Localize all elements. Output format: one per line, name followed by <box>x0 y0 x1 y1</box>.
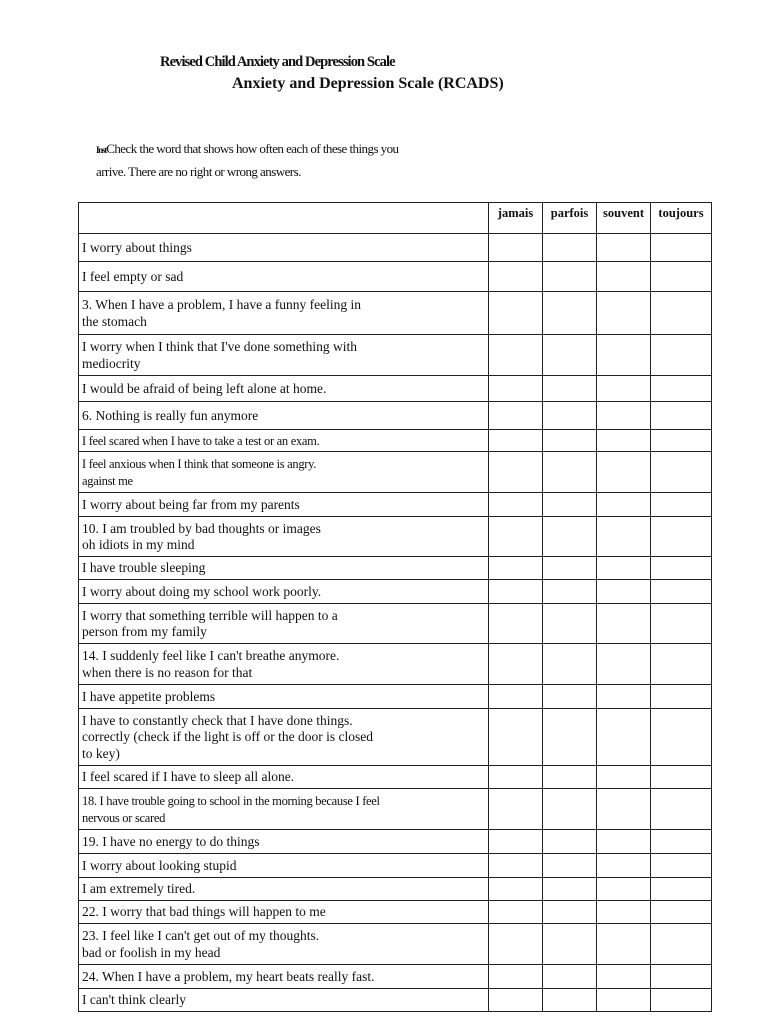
answer-box-toujours[interactable] <box>651 965 712 989</box>
answer-box-souvent[interactable] <box>597 709 651 766</box>
answer-box-toujours[interactable] <box>651 292 712 335</box>
answer-box-jamais[interactable] <box>489 517 543 557</box>
table-row <box>79 766 712 789</box>
table-row <box>79 685 712 709</box>
answer-box-toujours[interactable] <box>651 685 712 709</box>
table-row <box>79 452 712 493</box>
answer-box-souvent[interactable] <box>597 604 651 644</box>
table-row <box>79 376 712 402</box>
answer-box-souvent[interactable] <box>597 580 651 604</box>
answer-box-parfois[interactable] <box>543 766 597 789</box>
table-row <box>79 517 712 557</box>
answer-box-jamais[interactable] <box>489 493 543 517</box>
table-row <box>79 924 712 965</box>
question-text: I worry about being far from my parents <box>79 493 489 517</box>
table-row <box>79 709 712 766</box>
table-row <box>79 580 712 604</box>
answer-box-jamais[interactable] <box>489 452 543 493</box>
answer-box-jamais[interactable] <box>489 292 543 335</box>
answer-box-parfois[interactable] <box>543 830 597 854</box>
answer-box-toujours[interactable] <box>651 335 712 376</box>
answer-box-souvent[interactable] <box>597 924 651 965</box>
question-text: 18. I have trouble going to school in the morning because I feel nervous or scared <box>79 789 489 830</box>
question-text: I have trouble sleeping <box>79 557 489 580</box>
question-text: 3. When I have a problem, I have a funny feeling in the stomach <box>79 292 489 335</box>
question-text: 22. I worry that bad things will happen to me <box>79 901 489 924</box>
answer-box-toujours[interactable] <box>651 766 712 789</box>
answer-box-toujours[interactable] <box>651 604 712 644</box>
table-row <box>79 234 712 262</box>
table-row <box>79 292 712 335</box>
question-text: I feel scared if I have to sleep all alone. <box>79 766 489 789</box>
answer-box-parfois[interactable] <box>543 452 597 493</box>
answer-box-souvent[interactable] <box>597 557 651 580</box>
answer-box-toujours[interactable] <box>651 830 712 854</box>
answer-box-jamais[interactable] <box>489 965 543 989</box>
answer-box-parfois[interactable] <box>543 262 597 292</box>
instructions-text-1: Check the word that shows how often each of these things you <box>106 141 399 156</box>
question-text: I worry about looking stupid <box>79 854 489 878</box>
answer-box-souvent[interactable] <box>597 452 651 493</box>
answer-box-toujours[interactable] <box>651 989 712 1012</box>
question-text: I worry about things <box>79 234 489 262</box>
answer-box-parfois[interactable] <box>543 557 597 580</box>
instructions-label: Inst <box>96 145 107 155</box>
question-text: I worry about doing my school work poorly. <box>79 580 489 604</box>
table-body <box>79 234 712 1012</box>
answer-box-jamais[interactable] <box>489 234 543 262</box>
question-text: I feel scared when I have to take a test or an exam. <box>79 430 489 452</box>
answer-box-jamais[interactable] <box>489 580 543 604</box>
answer-box-parfois[interactable] <box>543 854 597 878</box>
answer-box-jamais[interactable] <box>489 989 543 1012</box>
answer-box-jamais[interactable] <box>489 766 543 789</box>
answer-box-parfois[interactable] <box>543 430 597 452</box>
answer-box-souvent[interactable] <box>597 517 651 557</box>
answer-box-toujours[interactable] <box>651 924 712 965</box>
answer-box-toujours[interactable] <box>651 644 712 685</box>
answer-box-souvent[interactable] <box>597 335 651 376</box>
answer-box-parfois[interactable] <box>543 789 597 830</box>
answer-box-toujours[interactable] <box>651 430 712 452</box>
answer-box-parfois[interactable] <box>543 709 597 766</box>
question-text: 19. I have no energy to do things <box>79 830 489 854</box>
answer-box-jamais[interactable] <box>489 644 543 685</box>
table-row <box>79 557 712 580</box>
question-text: I worry when I think that I've done something with mediocrity <box>79 335 489 376</box>
answer-box-jamais[interactable] <box>489 430 543 452</box>
table-header-row <box>79 203 712 234</box>
answer-box-parfois[interactable] <box>543 376 597 402</box>
table-row <box>79 854 712 878</box>
column-header-parfois: parfois <box>543 203 597 234</box>
table-row <box>79 989 712 1012</box>
answer-box-jamais[interactable] <box>489 924 543 965</box>
answer-box-parfois[interactable] <box>543 517 597 557</box>
answer-box-souvent[interactable] <box>597 766 651 789</box>
form-subtitle: Anxiety and Depression Scale (RCADS) <box>232 75 504 92</box>
header-statement <box>79 203 489 234</box>
answer-box-souvent[interactable] <box>597 644 651 685</box>
answer-box-parfois[interactable] <box>543 644 597 685</box>
answer-box-souvent[interactable] <box>597 234 651 262</box>
answer-box-toujours[interactable] <box>651 901 712 924</box>
rating-table <box>78 202 712 1012</box>
answer-box-parfois[interactable] <box>543 580 597 604</box>
question-text: 14. I suddenly feel like I can't breathe anymore. when there is no reason for that <box>79 644 489 685</box>
answer-box-souvent[interactable] <box>597 376 651 402</box>
instructions <box>96 138 399 182</box>
answer-box-jamais[interactable] <box>489 789 543 830</box>
answer-box-jamais[interactable] <box>489 376 543 402</box>
question-text: I have appetite problems <box>79 685 489 709</box>
answer-box-toujours[interactable] <box>651 878 712 901</box>
answer-box-souvent[interactable] <box>597 854 651 878</box>
question-text: I am extremely tired. <box>79 878 489 901</box>
answer-box-souvent[interactable] <box>597 430 651 452</box>
answer-box-parfois[interactable] <box>543 924 597 965</box>
table-row <box>79 604 712 644</box>
question-text: I have to constantly check that I have done things. correctly (check if the light is off or the door is closed to key) <box>79 709 489 766</box>
table-row <box>79 335 712 376</box>
answer-box-toujours[interactable] <box>651 234 712 262</box>
answer-box-jamais[interactable] <box>489 335 543 376</box>
answer-box-parfois[interactable] <box>543 234 597 262</box>
column-header-souvent: souvent <box>597 203 651 234</box>
answer-box-souvent[interactable] <box>597 402 651 430</box>
answer-box-toujours[interactable] <box>651 402 712 430</box>
answer-box-parfois[interactable] <box>543 901 597 924</box>
answer-box-jamais[interactable] <box>489 557 543 580</box>
answer-box-jamais[interactable] <box>489 854 543 878</box>
question-text: 6. Nothing is really fun anymore <box>79 402 489 430</box>
answer-box-toujours[interactable] <box>651 517 712 557</box>
answer-box-jamais[interactable] <box>489 262 543 292</box>
answer-box-toujours[interactable] <box>651 262 712 292</box>
answer-box-toujours[interactable] <box>651 376 712 402</box>
instructions-line-1 <box>96 138 399 161</box>
answer-box-souvent[interactable] <box>597 989 651 1012</box>
question-text: I feel anxious when I think that someone is angry. against me <box>79 452 489 493</box>
answer-box-jamais[interactable] <box>489 830 543 854</box>
table-row <box>79 965 712 989</box>
table-row <box>79 262 712 292</box>
answer-box-souvent[interactable] <box>597 965 651 989</box>
form-title: Revised Child Anxiety and Depression Scale <box>160 54 395 70</box>
answer-box-parfois[interactable] <box>543 292 597 335</box>
answer-box-souvent[interactable] <box>597 830 651 854</box>
answer-box-souvent[interactable] <box>597 878 651 901</box>
answer-box-parfois[interactable] <box>543 965 597 989</box>
answer-box-jamais[interactable] <box>489 402 543 430</box>
table-row <box>79 878 712 901</box>
question-text: 23. I feel like I can't get out of my thoughts. bad or foolish in my head <box>79 924 489 965</box>
answer-box-souvent[interactable] <box>597 292 651 335</box>
answer-box-parfois[interactable] <box>543 604 597 644</box>
answer-box-parfois[interactable] <box>543 989 597 1012</box>
question-text: 10. I am troubled by bad thoughts or images oh idiots in my mind <box>79 517 489 557</box>
question-text: I feel empty or sad <box>79 262 489 292</box>
table-row <box>79 430 712 452</box>
answer-box-toujours[interactable] <box>651 580 712 604</box>
answer-box-jamais[interactable] <box>489 709 543 766</box>
question-text: I would be afraid of being left alone at home. <box>79 376 489 402</box>
question-text: 24. When I have a problem, my heart beats really fast. <box>79 965 489 989</box>
question-text: I can't think clearly <box>79 989 489 1012</box>
answer-box-souvent[interactable] <box>597 901 651 924</box>
answer-box-souvent[interactable] <box>597 685 651 709</box>
table-row <box>79 644 712 685</box>
instructions-line-2: arrive. There are no right or wrong answers. <box>96 164 301 179</box>
question-text: I worry that something terrible will happen to a person from my family <box>79 604 489 644</box>
column-header-toujours: toujours <box>651 203 712 234</box>
answer-box-toujours[interactable] <box>651 493 712 517</box>
answer-box-jamais[interactable] <box>489 685 543 709</box>
answer-box-souvent[interactable] <box>597 493 651 517</box>
answer-box-toujours[interactable] <box>651 709 712 766</box>
answer-box-toujours[interactable] <box>651 854 712 878</box>
answer-box-jamais[interactable] <box>489 878 543 901</box>
answer-box-toujours[interactable] <box>651 557 712 580</box>
answer-box-souvent[interactable] <box>597 262 651 292</box>
answer-box-souvent[interactable] <box>597 789 651 830</box>
answer-box-parfois[interactable] <box>543 685 597 709</box>
answer-box-toujours[interactable] <box>651 452 712 493</box>
table-row <box>79 402 712 430</box>
answer-box-parfois[interactable] <box>543 335 597 376</box>
answer-box-jamais[interactable] <box>489 901 543 924</box>
table-row <box>79 493 712 517</box>
answer-box-parfois[interactable] <box>543 878 597 901</box>
answer-box-toujours[interactable] <box>651 789 712 830</box>
answer-box-parfois[interactable] <box>543 493 597 517</box>
answer-box-jamais[interactable] <box>489 604 543 644</box>
table-row <box>79 789 712 830</box>
column-header-jamais: jamais <box>489 203 543 234</box>
table-row <box>79 830 712 854</box>
table-row <box>79 901 712 924</box>
answer-box-parfois[interactable] <box>543 402 597 430</box>
